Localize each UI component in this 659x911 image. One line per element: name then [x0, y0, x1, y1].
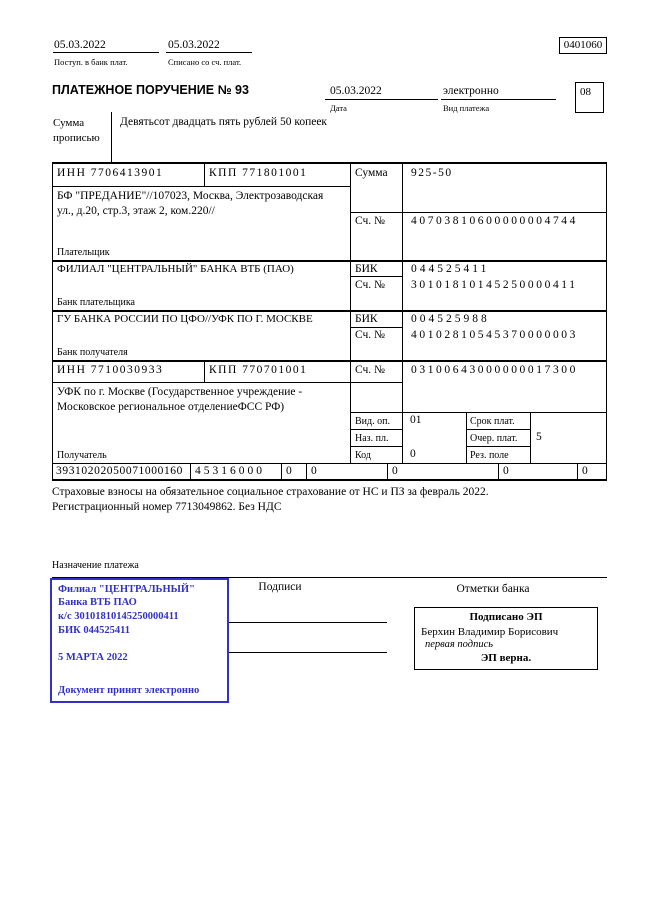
amount-label: Сумма	[355, 167, 388, 179]
payer-account-value: 40703810600000004744	[411, 215, 578, 227]
payee-inn: ИНН 7710030933	[57, 364, 164, 376]
priority-label: Очер. плат.	[470, 433, 518, 444]
op-row-divider-left-1	[350, 429, 403, 430]
debited-date-value: 05.03.2022	[168, 39, 220, 51]
budget-row-divider-5	[498, 463, 499, 480]
code-label: Код	[355, 450, 371, 461]
payer-bank-name: ФИЛИАЛ "ЦЕНТРАЛЬНЫЙ" БАНКА ВТБ (ПАО)	[57, 263, 294, 275]
budget-row-divider-1	[190, 463, 191, 480]
signatures-label: Подписи	[258, 581, 302, 593]
form-code-box	[559, 37, 607, 54]
line-above-budget-row	[52, 463, 607, 464]
amount-words-divider	[111, 112, 112, 163]
table-border-left	[52, 162, 53, 481]
stamp-org-name: Филиал "ЦЕНТРАЛЬНЫЙ" Банка ВТБ ПАО	[58, 584, 195, 608]
amount-in-words-label: Сумма прописью	[53, 117, 100, 144]
budget-kbk: 39310202050071000160	[56, 465, 183, 477]
payee-bank-name: ГУ БАНКА РОССИИ ПО ЦФО//УФК ПО Г. МОСКВЕ	[57, 313, 313, 325]
op-row-divider-right-1	[466, 429, 531, 430]
table-border-right	[606, 162, 607, 481]
signature-line-2	[229, 652, 387, 653]
budget-doc-number: 0	[392, 465, 398, 477]
budget-payment-type: 0	[582, 465, 588, 477]
due-label-divider	[530, 412, 531, 464]
payee-bank-bik-value: 004525988	[411, 313, 490, 325]
budget-doc-date: 0	[503, 465, 509, 477]
payee-name: УФК по г. Москве (Государственное учреждение - Московское региональное отделениеФСС РФ)	[57, 386, 303, 413]
payee-account-value: 03100643000000017300	[411, 364, 578, 376]
budget-row-divider-2	[281, 463, 282, 480]
priority-value: 5	[536, 431, 542, 443]
stamp-date: 5 МАРТА 2022	[58, 652, 128, 663]
payer-name: БФ "ПРЕДАНИЕ"//107023, Москва, Электрозаводская ул., д.20, стр.3, этаж 2, ком.220//	[57, 190, 324, 217]
payer-bank-bik-value: 044525411	[411, 263, 490, 275]
payer-section-label: Плательщик	[57, 247, 110, 258]
payee-section-label: Получатель	[57, 450, 107, 461]
payment-kind-value: электронно	[443, 85, 499, 97]
line-under-payer	[52, 260, 607, 262]
payer-bank-account-value: 30101810145250000411	[411, 279, 578, 291]
document-date-underline	[325, 99, 438, 100]
purpose-label: Назначение платежа	[52, 560, 139, 571]
label-column-divider	[402, 162, 403, 464]
payee-inn-kpp-divider	[204, 360, 205, 383]
line-under-amount	[350, 212, 607, 213]
stamp-bik: БИК 044525411	[58, 625, 131, 636]
status-code-box	[575, 82, 604, 113]
table-border-bottom	[52, 479, 607, 481]
received-date-label: Поступ. в банк плат.	[54, 57, 128, 67]
signature-line-1	[229, 622, 387, 623]
bank-electronic-stamp	[50, 578, 229, 703]
payment-kind-label: Вид платежа	[443, 103, 490, 113]
payee-bank-section-label: Банк получателя	[57, 347, 128, 358]
payer-bank-bik-label: БИК	[355, 263, 378, 275]
due-date-label: Срок плат.	[470, 416, 515, 427]
esignature-verified: ЭП верна.	[480, 652, 532, 664]
received-date-underline	[53, 52, 159, 53]
amount-value: 925-50	[411, 167, 453, 179]
line-under-payeebank-bik-label	[350, 327, 403, 328]
op-value-divider	[466, 412, 467, 464]
line-under-payee-bank	[52, 360, 607, 362]
document-date-label: Дата	[330, 103, 347, 113]
line-above-op-rows	[350, 412, 607, 413]
payer-bank-account-label: Сч. №	[355, 279, 386, 291]
payer-account-label: Сч. №	[355, 215, 386, 227]
op-kind-value: 01	[410, 414, 422, 426]
budget-row-divider-3	[306, 463, 307, 480]
debited-date-underline	[166, 52, 252, 53]
electronic-signature-box	[414, 607, 598, 670]
form-code: 0401060	[563, 39, 603, 51]
bank-marks-label: Отметки банка	[456, 583, 530, 595]
line-under-payer-bank	[52, 310, 607, 312]
budget-row-divider-4	[387, 463, 388, 480]
purpose-text: Страховые взносы на обязательное социальное страхование от НС и ПЗ за февраль 2022. Регистрационный номер 7713049862. Без НДС	[52, 486, 489, 513]
status-code: 08	[580, 86, 591, 98]
purpose-code-label: Наз. пл.	[355, 433, 389, 444]
table-border-top	[52, 162, 607, 164]
op-row-divider-left-2	[350, 446, 403, 447]
esignature-signer: Берхин Владимир Борисович	[421, 626, 559, 638]
budget-period: 0	[311, 465, 317, 477]
esignature-title: Подписано ЭП	[469, 611, 543, 623]
received-date-value: 05.03.2022	[54, 39, 106, 51]
line-under-payerbank-bik-label	[350, 276, 403, 277]
document-title: ПЛАТЕЖНОЕ ПОРУЧЕНИЕ № 93	[52, 83, 249, 97]
payer-bank-section-label: Банк плательщика	[57, 297, 135, 308]
payment-kind-underline	[441, 99, 556, 100]
esignature-kind: первая подпись	[425, 639, 494, 650]
code-value: 0	[410, 448, 416, 460]
debited-date-label: Списано со сч. плат.	[168, 57, 242, 67]
payee-account-label: Сч. №	[355, 364, 386, 376]
op-kind-label: Вид. оп.	[355, 416, 390, 427]
stamp-note: Документ принят электронно	[58, 685, 200, 696]
payee-kpp: КПП 770701001	[209, 364, 308, 376]
payee-bank-account-label: Сч. №	[355, 329, 386, 341]
payer-inn: ИНН 7706413901	[57, 167, 164, 179]
amount-in-words-value: Девятьсот двадцать пять рублей 50 копеек	[120, 116, 328, 128]
payer-inn-kpp-divider	[204, 162, 205, 187]
payee-bank-account-value: 40102810545370000003	[411, 329, 578, 341]
reserve-field-label: Рез. поле	[470, 450, 509, 461]
op-row-divider-right-2	[466, 446, 531, 447]
document-date-value: 05.03.2022	[330, 85, 382, 97]
budget-row-divider-6	[577, 463, 578, 480]
main-column-divider	[350, 162, 351, 464]
payer-kpp: КПП 771801001	[209, 167, 308, 179]
stamp-corr-account: к/с 30101810145250000411	[58, 611, 179, 622]
line-under-payer-inn	[52, 186, 351, 187]
budget-basis: 0	[286, 465, 292, 477]
payee-bank-bik-label: БИК	[355, 313, 378, 325]
budget-oktmo: 45316000	[195, 465, 265, 477]
